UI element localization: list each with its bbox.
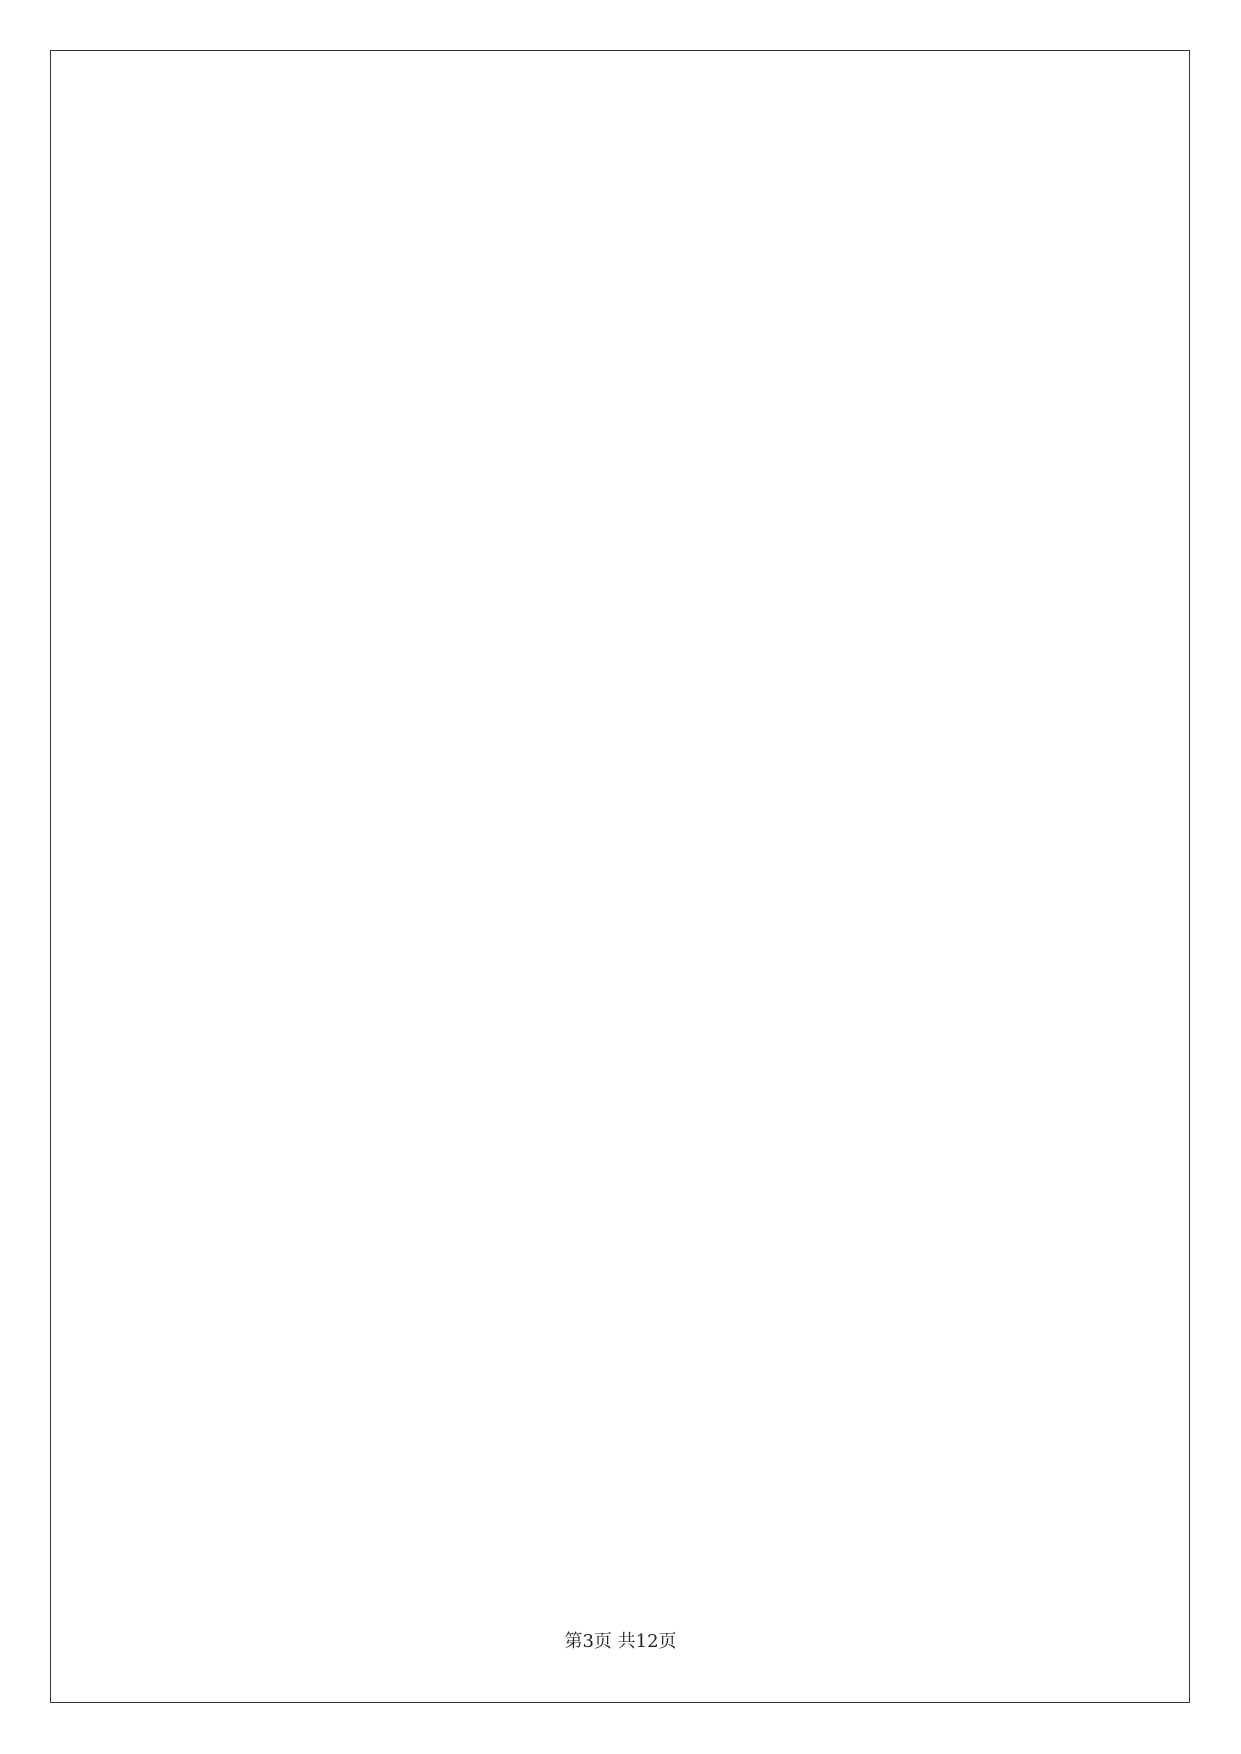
text-line <box>150 240 1100 320</box>
text-line <box>150 320 1100 400</box>
paragraph <box>150 400 1100 880</box>
text-line <box>150 560 1100 640</box>
paragraph <box>150 880 1100 1520</box>
paragraph <box>150 160 1100 400</box>
text-line <box>150 800 1100 880</box>
text-line <box>150 640 1100 720</box>
text-line <box>150 960 1100 1040</box>
text-line <box>150 720 1100 800</box>
document-body <box>150 160 1100 1520</box>
text-line <box>150 1120 1100 1200</box>
text-line <box>150 400 1100 480</box>
text-line <box>150 1280 1100 1360</box>
text-line <box>150 1200 1100 1280</box>
text-line <box>150 880 1100 960</box>
text-line <box>150 1440 1100 1520</box>
text-line <box>150 480 1100 560</box>
text-line <box>150 1360 1100 1440</box>
page-number-footer: 第3页 共12页 <box>564 1631 677 1652</box>
text-line <box>150 1040 1100 1120</box>
text-line <box>150 160 1100 240</box>
